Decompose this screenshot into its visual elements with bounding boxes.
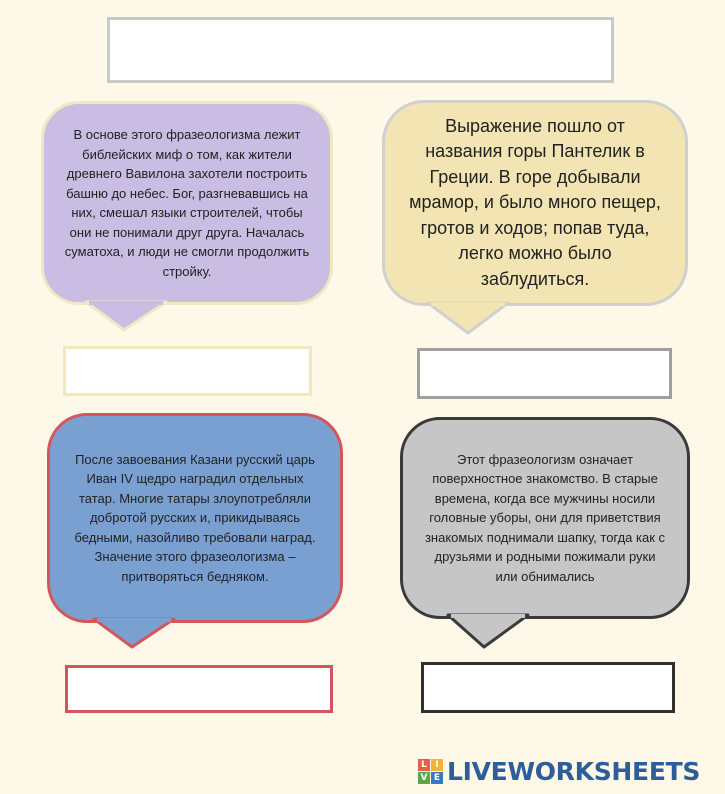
phrase-card-text: Этот фразеологизм означает поверхностное знакомство. В старые времена, когда все мужчины носили головные уборы, они для приветствия знакомых поднимали шапку, тогда как с друзьями и родными пожимали руки или обнимались — [424, 451, 666, 584]
phrase-card-text: После завоевания Казани русский царь Иван IV щедро наградил отдельных татар. Многие татары злоупотребляли добротой русских и, прикидываясь бедными, назойливо требовали наград. Значение этого фразеологизма – притворяться бедняком. — [74, 451, 316, 584]
liveworksheets-logo-text: LIVEWORKSHEETS — [447, 757, 701, 786]
phrase-card-labyrinth — [382, 100, 688, 306]
answer-box-kazan[interactable] — [65, 665, 333, 713]
speech-tail — [90, 617, 180, 651]
phrase-card-text: В основе этого фразеологизма лежит библейских миф о том, как жители древнего Вавилона захотели построить башню до небес. Бог, разгневавшись на них, смешал языки строителей, чтобы они не понимали друг друга. Началась суматоха, и люди не смогли продолжить стройку. — [64, 127, 310, 279]
liveworksheets-mark-icon: L I V E — [418, 759, 443, 784]
speech-tail — [444, 613, 534, 651]
answer-box-babylon[interactable] — [63, 346, 312, 396]
answer-box-nodding[interactable] — [421, 662, 675, 713]
speech-tail — [424, 301, 514, 337]
phrase-card-nodding — [400, 417, 690, 619]
phrase-card-kazan — [47, 413, 343, 623]
liveworksheets-logo — [418, 757, 700, 786]
phrase-card-text: Выражение пошло от названия горы Пантелик в Греции. В горе добывали мрамор, и было много пещер, гротов и ходов; попав туда, легко можно было заблудиться. — [409, 115, 661, 289]
title-answer-box[interactable] — [107, 17, 614, 83]
answer-box-labyrinth[interactable] — [417, 348, 672, 399]
phrase-card-babylon — [41, 101, 333, 305]
speech-tail — [82, 300, 172, 334]
